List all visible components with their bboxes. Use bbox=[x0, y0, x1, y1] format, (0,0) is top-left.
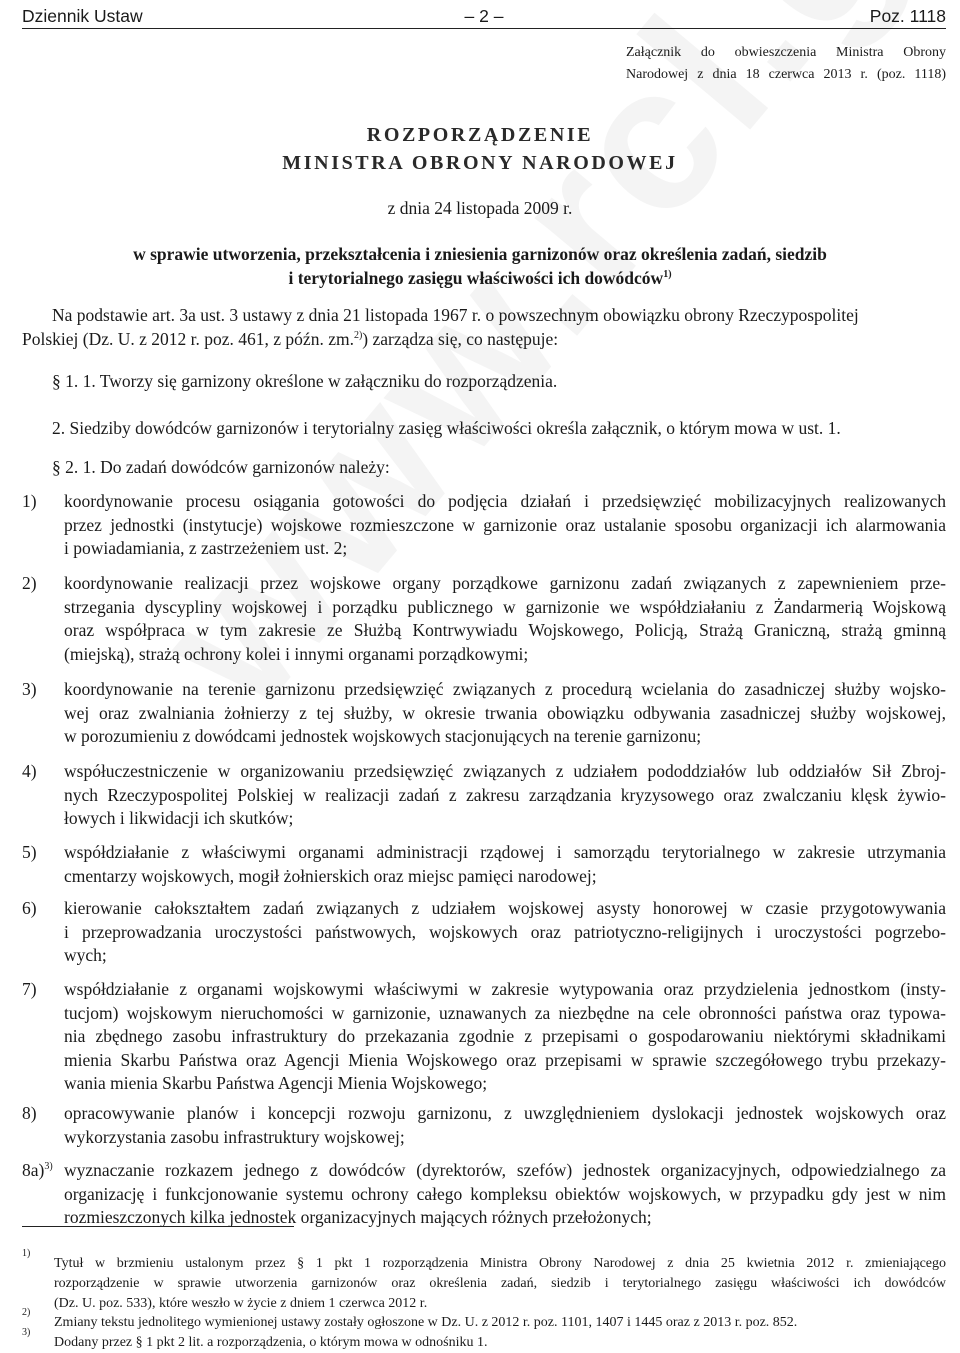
list-item bbox=[22, 1159, 946, 1230]
item-line: współdziałanie z organami wojskowymi właściwymi w zakresie wytypowania oraz przydzielenia jednostkom (insty- bbox=[64, 979, 946, 999]
footnote-divider bbox=[22, 1226, 294, 1227]
item-line: koordynowanie na terenie garnizonu przedsięwzięć związanych z procedurą wcielania do zasadniczej służby wojsko- bbox=[64, 679, 946, 699]
item-line: wykorzystania zasobu infrastruktury wojskowej; bbox=[64, 1126, 405, 1147]
footnote: 3) Dodany przez § 1 pkt 2 lit. a rozporządzenia, o którym mowa w odnośniku 1. bbox=[22, 1333, 946, 1353]
preamble-line: Na podstawie art. 3a ust. 3 ustawy z dnia 21 listopada 1967 r. o powszechnym obowiązku obrony Rzeczypospolitej bbox=[52, 305, 859, 325]
footnote-ref: 1) bbox=[663, 269, 672, 281]
footnote: 1) Tytuł w brzmieniu ustalonym przez § 1 pkt 1 rozporządzenia Ministra Obrony Narodowej z dnia 25 kwietnia 2012 r. zmieniającego rozporządzenie w sprawie utworzenia garnizonów oraz określenia zadań, siedzib i terytorialnego zasięgu właściwości ich dowódców (Dz. U. poz. 533), które weszło w życie z dniem 1 czerwca 2012 r. bbox=[22, 1254, 946, 1314]
footnote-line: Tytuł w brzmieniu ustalonym przez § 1 pkt 1 rozporządzenia Ministra Obrony Narodowej z dnia 25 kwietnia 2012 r. zmieniającego bbox=[54, 1256, 946, 1271]
item-number: 7) bbox=[22, 979, 37, 999]
item-line: wania mienia Skarbu Państwa Agencji Mienia Wojskowego; bbox=[64, 1073, 488, 1093]
document-subject bbox=[60, 242, 900, 290]
item-line: organizację i funkcjonowanie systemu ochrony całego kompleksu obiektów wojskowych, w przypadku gdy jest w nim bbox=[64, 1183, 946, 1204]
header-divider bbox=[22, 28, 946, 29]
item-line: rozmieszczonych kilka jednostek organizacyjnych mających różnych przełożonych; bbox=[64, 1207, 652, 1227]
issuing-authority: MINISTRA OBRONY NARODOWEJ bbox=[282, 152, 678, 174]
item-number: 4) bbox=[22, 761, 37, 781]
item-line: (miejską), strażą ochrony kolei i innymi organami porządkowymi; bbox=[64, 643, 529, 664]
page-header bbox=[22, 2, 946, 28]
list-item bbox=[22, 1102, 946, 1149]
item-line: tucjom) wojskowym nieruchomości w garnizonie, uznawanych za niezbędne na cele obronności państwa oraz typowa- bbox=[64, 1002, 946, 1023]
item-line: w porozumieniu z dowódcami jednostek wojskowych stacjonujących na terenie garnizonu; bbox=[64, 726, 702, 746]
item-line: i powiadamiania, z zastrzeżeniem ust. 2; bbox=[64, 538, 348, 558]
preamble-line: Polskiej (Dz. U. z 2012 r. poz. 461, z późn. zm.$^{2)}$) zarządza się, co następuje: bbox=[22, 328, 559, 349]
section-1-para-2: 2. Siedziby dowódców garnizonów i terytorialny zasięg właściwości określa załącznik, o którym mowa w ust. 1. bbox=[52, 418, 841, 438]
item-line: koordynowanie procesu osiągania gotowości do podjęcia działań i przedsięwzięć mobilizacyjnych realizowanych bbox=[64, 491, 946, 511]
item-line: kierowanie całokształtem zadań związanych z udziałem wojskowej asysty honorowej w czasie przygotowywania bbox=[64, 898, 946, 918]
section-2-intro: § 2. 1. Do zadań dowódców garnizonów należy: bbox=[52, 457, 390, 477]
footnote-line: Zmiany tekstu jednolitego wymienionej ustawy zostały ogłoszone w Dz. U. z 2012 r. poz. 1101, 1407 i 1445 oraz z 2013 r. poz. 852. bbox=[54, 1315, 798, 1330]
preamble bbox=[22, 304, 946, 351]
footnote-line: (Dz. U. poz. 533), które weszło w życie z dniem 1 czerwca 2012 r. bbox=[54, 1296, 428, 1311]
item-line: wyznaczanie rozkazem jednego z dowódców (dyrektorów, szefów) jednostek organizacyjnych, odpowiedzialnego za bbox=[64, 1160, 946, 1180]
item-line: współuczestniczenie w organizowaniu przedsięwzięć związanych z udziałem pododdziałów lub oddziałów Sił Zbroj- bbox=[64, 761, 946, 781]
list-item bbox=[22, 572, 946, 666]
section-1-para-1: § 1. 1. Tworzy się garnizony określone w załączniku do rozporządzenia. bbox=[52, 371, 558, 391]
footnote-ref: 2) bbox=[353, 329, 363, 341]
journal-name: Dziennik Ustaw bbox=[22, 6, 143, 26]
document-date: z dnia 24 listopada 2009 r. bbox=[387, 198, 573, 218]
item-line: wej oraz zwalniania żołnierzy z tej służby, w okresie trwania obowiązku odbywania zasadniczej służby wojskowej, bbox=[64, 702, 946, 723]
item-line: przez jednostki (instytucje) wojskowe rozmieszczone w garnizonie oraz ustalanie sposobu organizacji ich alarmowania bbox=[64, 514, 946, 535]
item-line: strzegania dyscypliny wojskowej i porządku publicznego w garnizonie we współdziałaniu z Żandarmerią Wojskową bbox=[64, 596, 946, 617]
item-line: wych; bbox=[64, 945, 107, 965]
position-number: Poz. 1118 bbox=[869, 6, 946, 26]
item-line: nych Rzeczypospolitej Polskiej w realizacji zadań z zakresu zarządzania kryzysowego oraz zwalczaniu klęsk żywio- bbox=[64, 784, 946, 805]
item-line: oraz współpraca w tym zakresie ze Służbą Kontrwywiadu Wojskowego, Policją, Strażą Graniczną, strażą gminną bbox=[64, 620, 946, 640]
annex-note-line: Załącznik do obwieszczenia Ministra Obrony bbox=[626, 45, 946, 60]
footnote-line: rozporządzenie w sprawie utworzenia garnizonów oraz określenia zadań, siedzib i terytorialnego zasięgu właściwości ich dowódców bbox=[54, 1276, 946, 1291]
footnote-line: Dodany przez § 1 pkt 2 lit. a rozporządzenia, o którym mowa w odnośniku 1. bbox=[54, 1335, 488, 1350]
footnote-ref: 3) bbox=[44, 1161, 53, 1173]
item-number: 8) bbox=[22, 1103, 37, 1123]
list-item bbox=[22, 490, 946, 561]
item-line: współdziałanie z właściwymi organami administracji rządowej i samorządu terytorialnego w zakresie utrzymania bbox=[64, 842, 946, 862]
item-line: łowych i likwidacji ich skutków; bbox=[64, 808, 294, 828]
page-number: – 2 – bbox=[464, 6, 504, 26]
subject-line: i terytorialnego zasięgu właściwości ich dowódców$^{1)}$ bbox=[288, 268, 672, 288]
list-item bbox=[22, 841, 946, 888]
item-number: 6) bbox=[22, 898, 37, 918]
list-item bbox=[22, 678, 946, 749]
footnote: 2) Zmiany tekstu jednolitego wymienionej ustawy zostały ogłoszone w Dz. U. z 2012 r. poz. 1101, 1407 i 1445 oraz z 2013 r. poz. 852. bbox=[22, 1313, 946, 1333]
item-number: 3) bbox=[22, 679, 37, 699]
list-item bbox=[22, 978, 946, 1096]
item-line: opracowywanie planów i koncepcji rozwoju garnizonu, z uwzględnieniem dyslokacji jednostek wojskowych oraz bbox=[64, 1103, 946, 1123]
item-number: 8a)$^{3)}$ bbox=[22, 1160, 53, 1180]
document-title: ROZPORZĄDZENIE bbox=[366, 124, 594, 146]
list-item bbox=[22, 760, 946, 831]
item-number: 5) bbox=[22, 842, 37, 862]
annex-note-line: Narodowej z dnia 18 czerwca 2013 r. (poz. 1118) bbox=[626, 67, 946, 82]
item-line: nia zbędnego zasobu infrastruktury do przekazania zgodnie z przepisami o gospodarowaniu niektórymi składnikami bbox=[64, 1026, 946, 1046]
item-line: koordynowanie realizacji przez wojskowe organy porządkowe garnizonu zadań związanych z zapewnieniem prze- bbox=[64, 573, 946, 593]
item-number: 2) bbox=[22, 573, 37, 593]
list-item bbox=[22, 897, 946, 968]
subject-line: w sprawie utworzenia, przekształcenia i zniesienia garnizonów oraz określenia zadań, siedzib bbox=[133, 244, 827, 264]
item-line: i przeprowadzania uroczystości państwowych, wojskowych oraz patriotyczno-religijnych i uroczystości pogrzebo- bbox=[64, 921, 946, 942]
item-line: cmentarzy wojskowych, mogił żołnierskich oraz miejsc pamięci narodowej; bbox=[64, 865, 597, 886]
annex-note bbox=[626, 42, 946, 86]
item-number: 1) bbox=[22, 491, 37, 511]
item-line: mienia Skarbu Państwa oraz Agencji Mienia Wojskowego oraz przepisami w sprawie szczegółowego trybu przekazy- bbox=[64, 1049, 946, 1070]
